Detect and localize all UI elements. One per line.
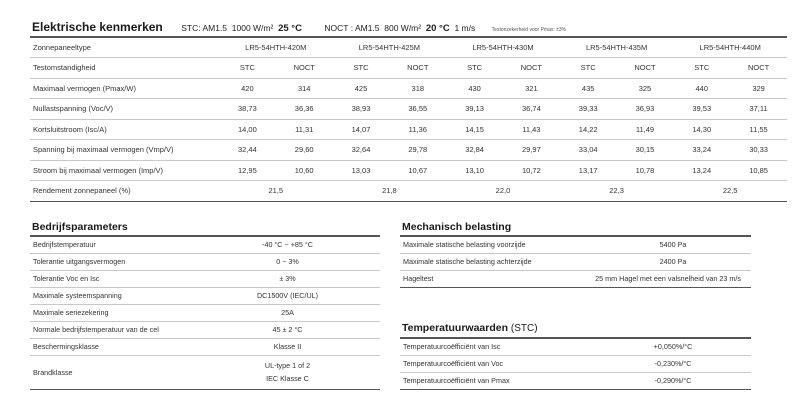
temperature-table [400, 337, 751, 390]
efficiency-value: 21,8 [333, 181, 447, 202]
cell-value: 13,24 [673, 160, 730, 181]
cell-value: 329 [730, 78, 787, 99]
cell-value: 11,49 [617, 119, 674, 140]
cell-value: 13,17 [560, 160, 617, 181]
efficiency-value: 22,5 [673, 181, 787, 202]
fire-class-row [30, 355, 380, 389]
efficiency-value: 21,5 [219, 181, 333, 202]
cell-value: 36,55 [389, 99, 446, 120]
isc-row [30, 119, 787, 140]
electrical-table [30, 36, 787, 202]
condition-stc: STC [673, 58, 730, 79]
condition-stc: STC [446, 58, 503, 79]
efficiency-value: 22,3 [560, 181, 674, 202]
cell-value: 33,04 [560, 140, 617, 161]
row-label: Stroom bij maximaal vermogen (Imp/V) [30, 160, 219, 181]
cell-value: 33,24 [673, 140, 730, 161]
cell-value: 430 [446, 78, 503, 99]
noct-prefix: NOCT : AM1.5 [324, 23, 380, 33]
cell-value: 14,15 [446, 119, 503, 140]
condition-noct: NOCT [617, 58, 674, 79]
spec-label: Temperatuurcoëfficiënt van Voc [400, 355, 595, 372]
cell-value: 30,15 [617, 140, 674, 161]
spec-row [400, 236, 751, 253]
condition-stc: STC [560, 58, 617, 79]
cell-value: 12,95 [219, 160, 276, 181]
cell-value: 10,78 [617, 160, 674, 181]
stc-temp: 25 °C [278, 23, 302, 34]
cell-value: 32,44 [219, 140, 276, 161]
spec-row [400, 338, 751, 355]
imp-row [30, 160, 787, 181]
cell-value: 325 [617, 78, 674, 99]
cell-value: 435 [560, 78, 617, 99]
stc-irradiance: 1000 W/m² [231, 23, 274, 33]
fire-class-ul: UL-type 1 of 2 [264, 361, 311, 370]
spec-label: Temperatuurcoëfficiënt van Pmax [400, 372, 595, 389]
noct-temp: 20 °C [425, 23, 450, 34]
stc-conditions [181, 23, 302, 34]
spec-value: 2400 Pa [595, 253, 751, 270]
cell-value: 36,93 [617, 99, 674, 120]
cell-value: 38,73 [219, 99, 276, 120]
temperature-title-text: Temperatuurwaarden [402, 322, 508, 334]
pmax-row [30, 78, 787, 99]
cell-value: 10,60 [276, 160, 333, 181]
model-name: LR5-54HTH-430M [446, 37, 560, 58]
cell-value: 14,00 [219, 119, 276, 140]
spec-row [30, 236, 380, 253]
spec-value: +0,050%/°C [595, 338, 751, 355]
cell-value: 11,43 [503, 119, 560, 140]
cell-value: 39,33 [560, 99, 617, 120]
cell-value: 39,13 [446, 99, 503, 120]
spec-row [400, 253, 751, 270]
operating-table [30, 235, 380, 390]
cell-value: 318 [389, 78, 446, 99]
row-label: Nullastspanning (Voc/V) [30, 99, 219, 120]
electrical-header [32, 18, 787, 34]
row-label: Spanning bij maximaal vermogen (Vmp/V) [30, 140, 219, 161]
cell-value: 10,85 [730, 160, 787, 181]
cell-value: 38,93 [333, 99, 390, 120]
cell-value: 14,22 [560, 119, 617, 140]
spec-label: Hageltest [400, 270, 595, 287]
fire-class-iec: IEC Klasse C [266, 374, 309, 383]
spec-value: 45 ± 2 °C [195, 321, 380, 338]
condition-noct: NOCT [276, 58, 333, 79]
spec-label: Tolerantie uitgangsvermogen [30, 253, 195, 270]
cell-value: 32,84 [446, 140, 503, 161]
cell-value: 321 [503, 78, 560, 99]
spec-value: DC1500V (IEC/UL) [195, 287, 380, 304]
cell-value: 32,64 [333, 140, 390, 161]
efficiency-value: 22,0 [446, 181, 560, 202]
temperature-title [402, 322, 538, 334]
spec-row [400, 355, 751, 372]
model-name: LR5-54HTH-420M [219, 37, 333, 58]
vmp-row [30, 140, 787, 161]
spec-label: Maximale seriezekering [30, 304, 195, 321]
cell-value: 29,60 [276, 140, 333, 161]
cell-value: 29,78 [389, 140, 446, 161]
spec-value: 0 ~ 3% [195, 253, 380, 270]
cell-value: 29,97 [503, 140, 560, 161]
cell-value: 11,36 [389, 119, 446, 140]
cell-value: 10,72 [503, 160, 560, 181]
spec-label: Normale bedrijfstemperatuur van de cel [30, 321, 195, 338]
row-label: Maximaal vermogen (Pmax/W) [30, 78, 219, 99]
voc-row [30, 99, 787, 120]
condition-noct: NOCT [730, 58, 787, 79]
cell-value: 314 [276, 78, 333, 99]
spec-label: Beschermingsklasse [30, 338, 195, 355]
spec-value: -0,290%/°C [595, 372, 751, 389]
cell-value: 14,30 [673, 119, 730, 140]
condition-row [30, 58, 787, 79]
spec-label: Maximale statische belasting achterzijde [400, 253, 595, 270]
spec-row [30, 304, 380, 321]
spec-value: -0,230%/°C [595, 355, 751, 372]
spec-value: 5400 Pa [595, 236, 751, 253]
cell-value: 14,07 [333, 119, 390, 140]
condition-noct: NOCT [389, 58, 446, 79]
model-label: Zonnepaneeltype [30, 37, 219, 58]
fire-class-label: Brandklasse [30, 355, 195, 389]
cell-value: 10,67 [389, 160, 446, 181]
model-name: LR5-54HTH-425M [333, 37, 447, 58]
condition-noct: NOCT [503, 58, 560, 79]
spec-row [30, 253, 380, 270]
spec-label: Temperatuurcoëfficiënt van Isc [400, 338, 595, 355]
efficiency-label: Rendement zonnepaneel (%) [30, 181, 219, 202]
cell-value: 440 [673, 78, 730, 99]
cell-value: 13,03 [333, 160, 390, 181]
spec-row [400, 372, 751, 389]
mechanical-title: Mechanisch belasting [402, 221, 512, 233]
noct-wind: 1 m/s [454, 23, 476, 33]
efficiency-row [30, 181, 787, 202]
spec-value: ± 3% [195, 270, 380, 287]
condition-stc: STC [219, 58, 276, 79]
spec-row [30, 338, 380, 355]
cell-value: 420 [219, 78, 276, 99]
cell-value: 425 [333, 78, 390, 99]
cell-value: 13,10 [446, 160, 503, 181]
mechanical-table [400, 235, 751, 288]
cell-value: 11,55 [730, 119, 787, 140]
condition-stc: STC [333, 58, 390, 79]
noct-conditions [324, 23, 475, 34]
fire-class-values [195, 355, 380, 389]
model-name: LR5-54HTH-440M [673, 37, 787, 58]
cell-value: 11,31 [276, 119, 333, 140]
cell-value: 36,74 [503, 99, 560, 120]
spec-value: 25A [195, 304, 380, 321]
temperature-subtitle: (STC) [510, 323, 538, 334]
spec-label: Tolerantie Voc en Isc [30, 270, 195, 287]
spec-label: Bedrijfstemperatuur [30, 236, 195, 253]
condition-label: Testomstandigheid [30, 58, 219, 79]
cell-value: 39,53 [673, 99, 730, 120]
cell-value: 37,11 [730, 99, 787, 120]
electrical-title: Elektrische kenmerken [32, 20, 163, 34]
stc-prefix: STC: AM1.5 [181, 23, 228, 33]
spec-value: -40 °C ~ +85 °C [195, 236, 380, 253]
spec-row [30, 270, 380, 287]
spec-label: Maximale statische belasting voorzijde [400, 236, 595, 253]
model-row [30, 37, 787, 58]
operating-title: Bedrijfsparameters [32, 221, 128, 233]
row-label: Kortsluitstroom (Isc/A) [30, 119, 219, 140]
noct-irradiance: 800 W/m² [384, 23, 422, 33]
tolerance-note: Testonzekerheid voor Pmax: ±3% [491, 27, 567, 33]
spec-value: Klasse II [195, 338, 380, 355]
spec-row [30, 287, 380, 304]
cell-value: 36,36 [276, 99, 333, 120]
spec-row [400, 270, 751, 287]
model-name: LR5-54HTH-435M [560, 37, 674, 58]
spec-row [30, 321, 380, 338]
spec-value: 25 mm Hagel met een valsnelheid van 23 m/s [595, 270, 751, 287]
spec-label: Maximale systeemspanning [30, 287, 195, 304]
cell-value: 30,33 [730, 140, 787, 161]
